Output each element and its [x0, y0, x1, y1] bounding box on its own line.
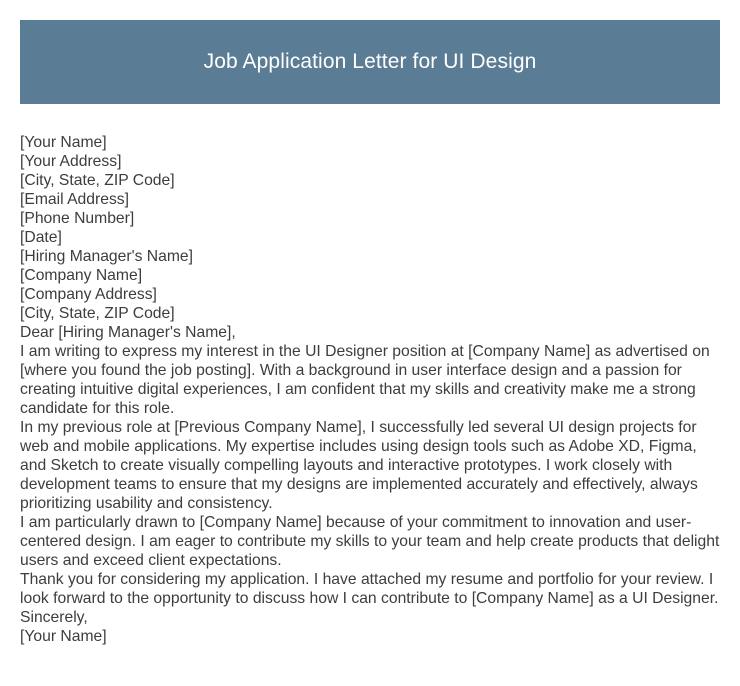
sender-city-state-zip: [City, State, ZIP Code]	[20, 172, 175, 189]
paragraph-intro: I am writing to express my interest in the UI Designer position at [Company Name] as advertised on [where you found the job posting]. With a background in user interface design and a passion for creating intuitive digital experiences, I am confident that my skills and creativity make me a strong candidate for this role.	[20, 343, 710, 417]
recipient-company-address: [Company Address]	[20, 286, 157, 303]
recipient-hiring-manager: [Hiring Manager's Name]	[20, 248, 194, 265]
sender-address: [Your Address]	[20, 153, 122, 170]
page-header	[20, 20, 720, 104]
salutation: Dear [Hiring Manager's Name],	[20, 324, 236, 341]
recipient-city-state-zip: [City, State, ZIP Code]	[20, 305, 175, 322]
sender-phone: [Phone Number]	[20, 210, 135, 227]
sender-name: [Your Name]	[20, 134, 107, 151]
paragraph-thanks: Thank you for considering my application. I have attached my resume and portfolio for your review. I look forward to the opportunity to discuss how I can contribute to [Company Name] as a UI Designer.	[20, 571, 719, 607]
closing: Sincerely,	[20, 609, 88, 626]
letter-body	[20, 133, 720, 646]
letter-date: [Date]	[20, 229, 62, 246]
recipient-company-name: [Company Name]	[20, 267, 143, 284]
paragraph-experience: In my previous role at [Previous Company Name], I successfully led several UI design projects for web and mobile applications. My expertise includes using design tools such as Adobe XD, Figma, and Sketch to create visually compelling layouts and interactive prototypes. I work closely with development teams to ensure that my designs are implemented accurately and effectively, always prioritizing usability and consistency.	[20, 419, 698, 512]
page-title: Job Application Letter for UI Design	[203, 50, 537, 73]
sender-email: [Email Address]	[20, 191, 129, 208]
signature: [Your Name]	[20, 628, 107, 645]
paragraph-motivation: I am particularly drawn to [Company Name] because of your commitment to innovation and user-centered design. I am eager to contribute my skills to your team and help create products that delight users and exceed client expectations.	[20, 514, 720, 569]
